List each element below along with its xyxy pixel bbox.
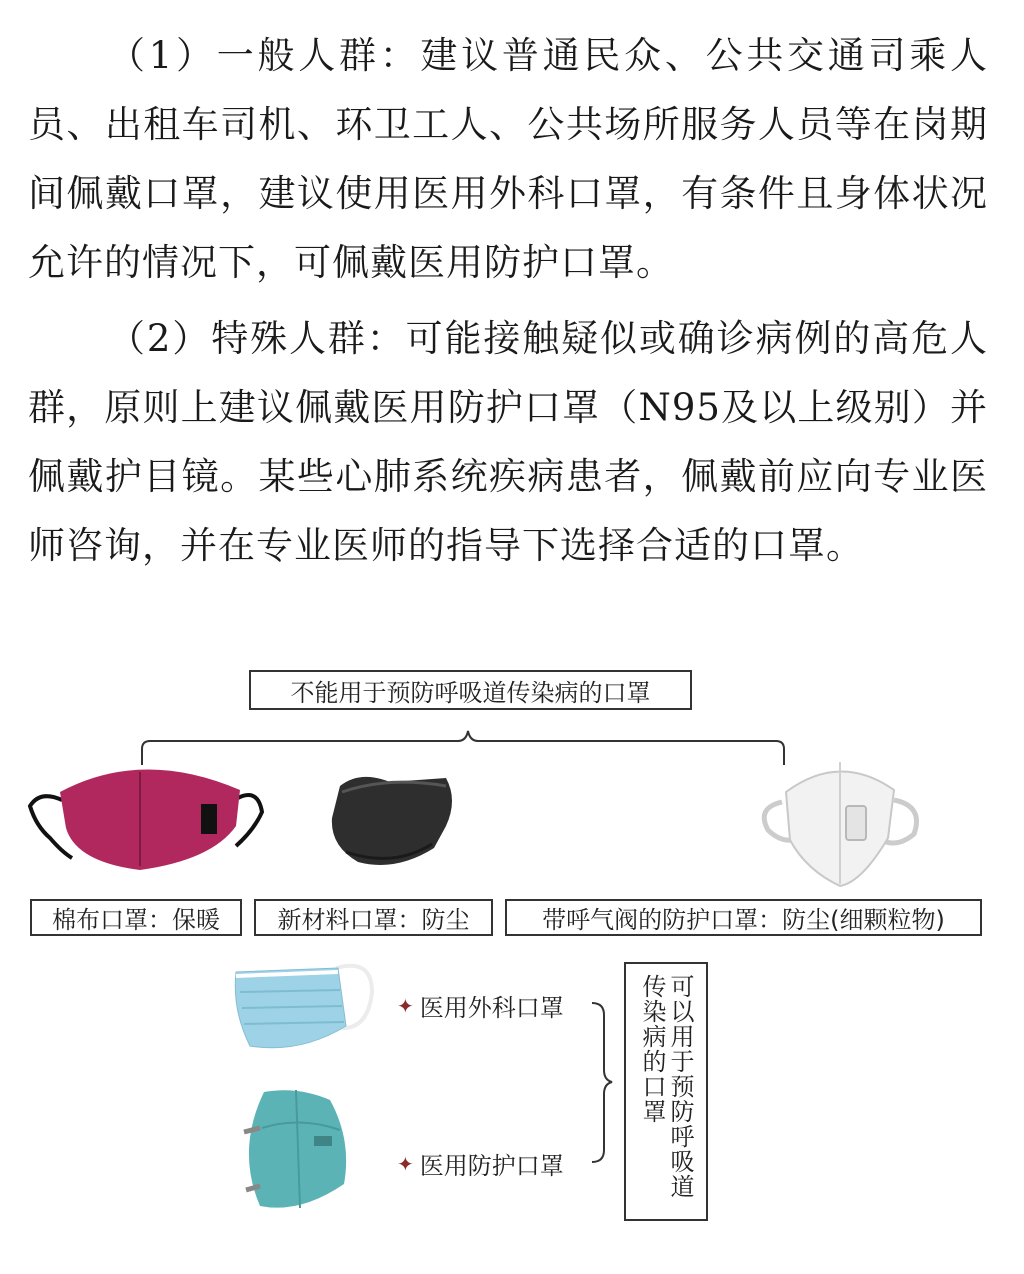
protective-mask-item	[397, 1146, 564, 1181]
paragraph-general-population: （1）一般人群：建议普通民众、公共交通司乘人员、出租车司机、环卫工人、公共场所服务人员等在岗期间佩戴口罩，建议使用医用外科口罩，有条件且身体状况允许的情况下，可佩戴医用防护口罩。	[28, 34, 988, 284]
new-material-mask-image	[332, 777, 452, 865]
valve-mask-label	[505, 899, 982, 936]
protective-mask-image	[244, 1090, 346, 1208]
non-preventive-masks-title	[249, 670, 692, 710]
cloth-mask-label	[30, 899, 242, 936]
preventive-masks-box	[624, 962, 708, 1221]
new-material-mask-label-text: 新材料口罩：防尘	[277, 906, 470, 934]
cloth-mask-label-text: 棉布口罩：保暖	[52, 906, 220, 934]
top-brace	[142, 731, 784, 765]
preventive-masks-text-col1: 传染病的口罩	[638, 974, 666, 1124]
surgical-mask-image	[235, 966, 372, 1048]
new-material-mask-label	[254, 899, 493, 936]
surgical-mask-label: 医用外科口罩	[419, 994, 564, 1022]
right-brace-upper	[592, 1003, 612, 1162]
diamond-bullet-icon: ✦	[397, 1151, 414, 1176]
valve-mask-label-text: 带呼气阀的防护口罩：防尘(细颗粒物)	[542, 906, 945, 934]
paragraph-special-population: （2）特殊人群：可能接触疑似或确诊病例的高危人群，原则上建议佩戴医用防护口罩（N95及以上级别）并佩戴护目镜。某些心肺系统疾病患者，佩戴前应向专业医师咨询，并在专业医师的指导下选择合适的口罩。	[28, 317, 988, 567]
surgical-mask-item	[397, 988, 564, 1023]
cloth-mask-image	[30, 769, 262, 870]
non-preventive-masks-title-text: 不能用于预防呼吸道传染病的口罩	[290, 678, 651, 707]
diamond-bullet-icon: ✦	[397, 993, 414, 1018]
valve-mask-image	[764, 762, 916, 886]
preventive-masks-text-col2: 可以用于预防呼吸道	[666, 974, 694, 1199]
protective-mask-label: 医用防护口罩	[419, 1152, 564, 1180]
